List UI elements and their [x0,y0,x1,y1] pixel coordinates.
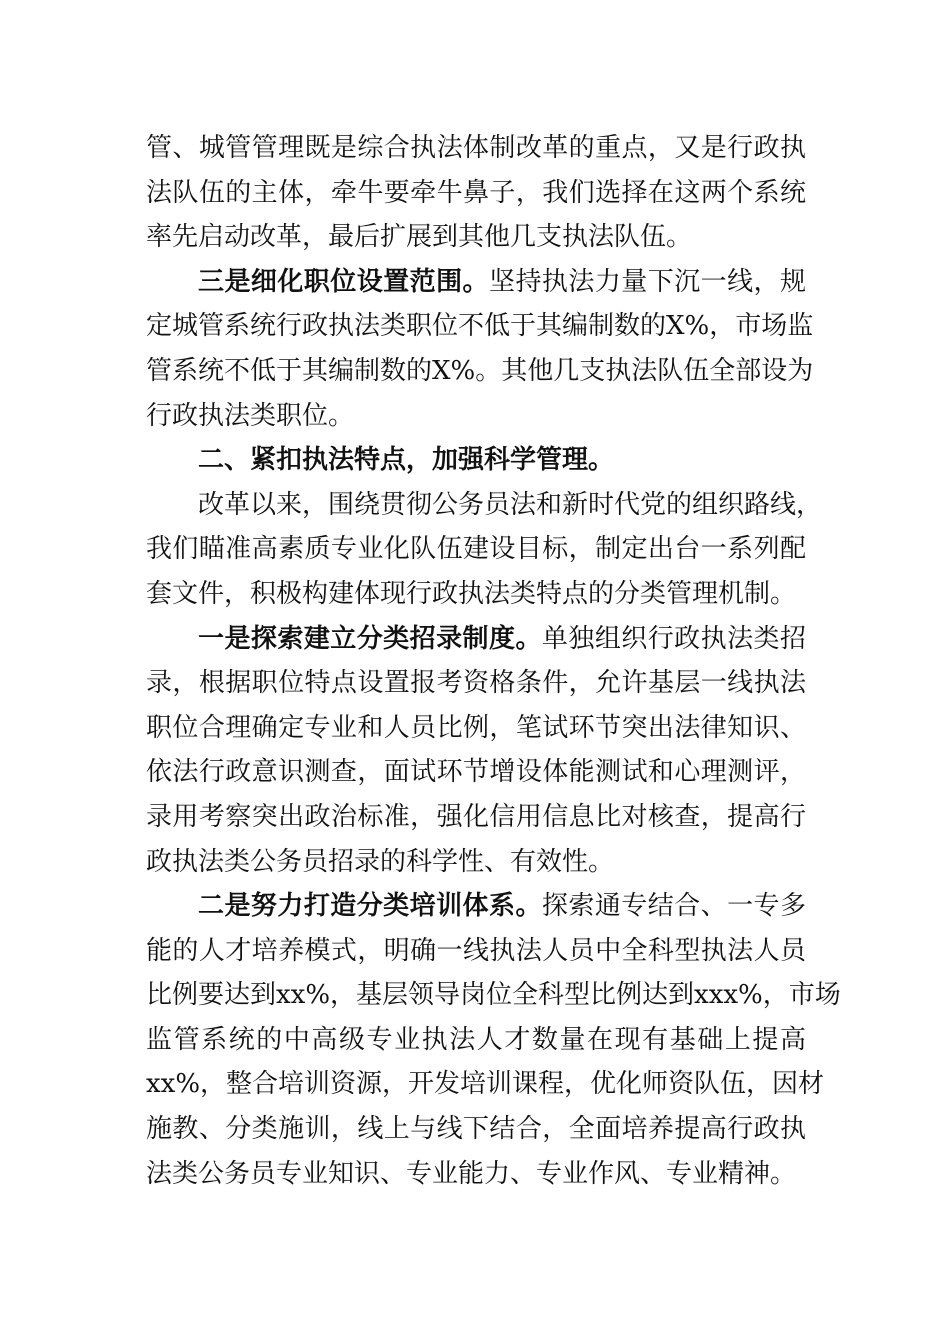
line-text: 套文件，积极构建体现行政执法类特点的分类管理机制。 [146,578,797,609]
text-line [146,929,806,974]
text-line [146,840,806,885]
paragraph-one-first-line [146,617,806,662]
document-body [146,126,841,1196]
text-line [146,349,814,394]
line-text: 录，根据职位特点设置报考资格条件，允许基层一线执法 [146,668,806,699]
text-line [146,572,806,617]
text-line [146,661,806,706]
text-line [146,1018,806,1063]
line-text: 改革以来，围绕贯彻公务员法和新时代党的组织路线， [198,489,823,520]
line-text: 我们瞄准高素质专业化队伍建设目标，制定出台一系列配 [146,534,806,565]
line-text: 管、城管管理既是综合执法体制改革的重点，又是行政执 [146,133,806,163]
text-line [146,795,806,840]
line-text: 行政执法类职位。 [146,400,355,431]
text-line [146,215,806,260]
lead-sentence: 二是努力打造分类培训体系。 [198,891,542,922]
line-text: 单独组织行政执法类招 [541,623,806,654]
line-text: 法队伍的主体，牵牛要牵牛鼻子，我们选择在这两个系统 [146,177,806,208]
text-line [146,394,806,439]
line-text: 比例要达到xx%，基层领导岗位全科型比例达到xxx%，市场 [146,980,841,1011]
text-line [146,126,806,171]
paragraph-two-first-line [146,884,806,929]
line-text: 监管系统的中高级专业执法人才数量在现有基础上提高 [146,1024,806,1055]
text-line [146,304,814,349]
line-text: 施教、分类施训，线上与线下结合，全面培养提高行政执 [146,1114,806,1145]
line-text: 率先启动改革，最后扩展到其他几支执法队伍。 [146,222,693,253]
line-text: 坚持执法力量下沉一线，规 [489,266,806,297]
section-heading [146,438,806,483]
text-line [146,527,806,572]
line-text: 录用考察突出政治标准，强化信用信息比对核查，提高行 [146,801,806,832]
text-line [146,750,806,795]
text-line [146,483,823,528]
text-line [146,1107,806,1152]
line-text: xx%，整合培训资源，开发培训课程，优化师资队伍，因材 [146,1069,825,1100]
text-line [146,1062,825,1107]
heading-text: 二、紧扣执法特点，加强科学管理。 [198,445,615,476]
lead-sentence: 一是探索建立分类招录制度。 [198,623,542,654]
paragraph-three-first-line [146,260,806,305]
line-text: 职位合理确定专业和人员比例，笔试环节突出法律知识、 [146,712,806,743]
line-text: 探索通专结合、一专多 [541,891,806,922]
line-text: 依法行政意识测查，面试环节增设体能测试和心理测评， [146,757,806,788]
text-line [146,706,806,751]
text-line [146,973,841,1018]
line-text: 定城管系统行政执法类职位不低于其编制数的X%，市场监 [146,311,814,342]
text-line [146,171,806,216]
line-text: 政执法类公务员招录的科学性、有效性。 [146,846,615,877]
lead-sentence: 三是细化职位设置范围。 [198,266,489,297]
line-text: 管系统不低于其编制数的X%。其他几支执法队伍全部设为 [146,355,814,386]
line-text: 能的人才培养模式，明确一线执法人员中全科型执法人员 [146,935,806,966]
line-text: 法类公务员专业知识、专业能力、专业作风、专业精神。 [146,1158,797,1189]
text-line [146,1152,806,1197]
